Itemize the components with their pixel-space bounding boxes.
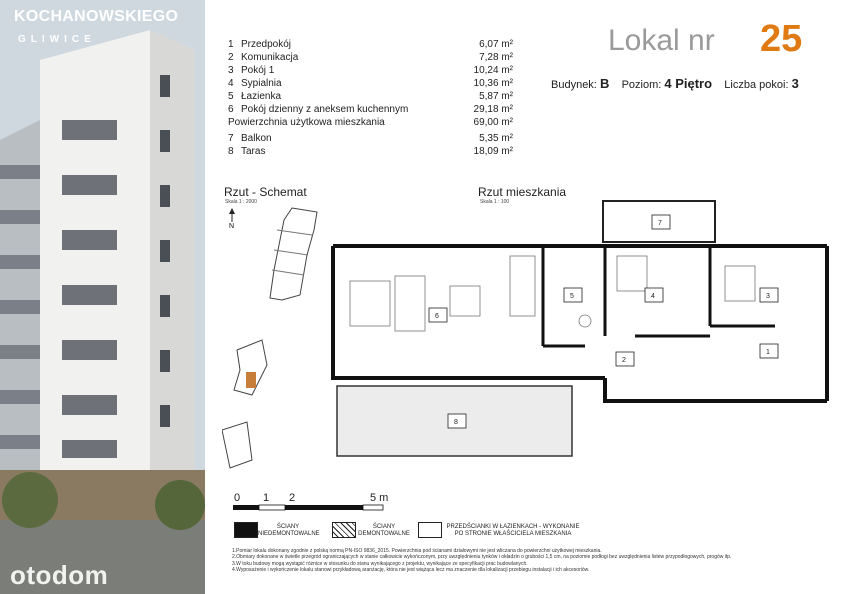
room-tag: 3: [766, 293, 770, 300]
room-area: 5,87 m²: [479, 91, 513, 102]
room-row: [228, 145, 513, 158]
rooms-count-value: 3: [791, 76, 799, 91]
plan-heading: Rzut mieszkania: [478, 185, 567, 199]
room-area: 5,35 m²: [479, 133, 513, 144]
room-label: Taras: [241, 146, 266, 157]
room-number: 4: [228, 78, 234, 89]
room-tag: 6: [435, 313, 439, 320]
room-number: 2: [228, 52, 234, 63]
room-label: Balkon: [241, 133, 272, 144]
room-area: 7,28 m²: [479, 52, 513, 63]
building-photo: [0, 0, 205, 594]
plan-scale: Skala 1 : 100: [480, 199, 510, 205]
room-row: [228, 90, 513, 103]
total-area-label: Powierzchnia użytkowa mieszkania: [228, 117, 385, 128]
room-number: 7: [228, 133, 234, 144]
scale-label: 0: [234, 492, 241, 504]
room-row: [228, 77, 513, 90]
unit-meta: [551, 76, 799, 91]
room-area: 18,09 m²: [473, 146, 513, 157]
room-tag: 7: [658, 220, 662, 227]
room-label: Łazienka: [241, 91, 282, 102]
note: 2.Obmiary dokonane w świetle przegród ograniczających w stanie całkowicie wykończonym, przy uwzględnieniu tynków i okładzin o grubości 1,5 cm, na poziomie podłogi bez uwzględnienia listew przypodłogowych, progów itp.: [232, 554, 732, 561]
watermark-logo: otodom: [10, 560, 109, 590]
room-number: 6: [228, 104, 234, 115]
unit-title: Lokal nr: [608, 24, 715, 57]
room-row: [228, 103, 513, 116]
room-number: 1: [228, 39, 234, 50]
room-row: [228, 51, 513, 64]
room-tag: 2: [622, 357, 626, 364]
note: 4.Wyposażenie i wykończenie lokalu stanowi przykładową aranżację, która nie jest wiążąca lecz ma znaczenie dla lokalizacji przebiegu instalacji i ich akcesoriów.: [232, 566, 590, 573]
room-area: 6,07 m²: [479, 39, 513, 50]
room-label: Pokój 1: [241, 65, 275, 76]
note: 1.Pomiar lokalu dokonany zgodnie z polską normą PN-ISO 9836_2015. Powierzchnia pod ścianami działowymi nie jest wliczana do powierzchni użytkowej mieszkania.: [232, 548, 602, 554]
rooms-count-label: Liczba pokoi:: [724, 79, 789, 91]
room-label: Sypialnia: [241, 78, 282, 89]
scale-label: 5 m: [370, 492, 389, 504]
room-list: [228, 38, 513, 158]
room-label: Komunikacja: [241, 52, 299, 63]
legend-swatch-empty: [418, 522, 442, 538]
room-label: Przedpokój: [241, 39, 292, 50]
north-label: N: [229, 223, 235, 230]
room-area: 29,18 m²: [473, 104, 513, 115]
total-area-row: [228, 116, 513, 129]
room-label: Pokój dzienny z aneksem kuchennym: [241, 104, 409, 115]
room-row: [228, 64, 513, 77]
room-row: [228, 132, 513, 145]
brand-name: KOCHANOWSKIEGO: [14, 8, 179, 25]
room-tag: 4: [651, 293, 655, 300]
scale-bar: [233, 504, 403, 512]
floor-plan: [325, 196, 835, 466]
schema-scale: Skala 1 : 2000: [225, 199, 257, 205]
legend-label: ŚCIANY NIEDEMONTOWALNE: [258, 524, 320, 537]
building-value: B: [599, 76, 610, 91]
room-number: 5: [228, 91, 234, 102]
schema-heading: Rzut - Schemat: [224, 185, 307, 199]
legend-swatch-solid: [234, 522, 258, 538]
legend-swatch-hatched: [332, 522, 356, 538]
level-label: Poziom:: [621, 79, 662, 91]
room-area: 10,24 m²: [473, 65, 513, 76]
room-tag: 8: [454, 419, 458, 426]
scale-label: 2: [289, 492, 296, 504]
note: 3.W toku budowy mogą wystąpić różnice w stosunku do stanu wynikającego z projektu, wynikające ze specyfikacji prac budowlanych.: [232, 560, 528, 567]
room-tag: 5: [570, 293, 574, 300]
room-area: 10,36 m²: [473, 78, 513, 89]
room-tag: 1: [766, 349, 770, 356]
building-label: Budynek:: [551, 79, 597, 91]
room-number: 8: [228, 146, 234, 157]
legend-label: ŚCIANY DEMONTOWALNE: [358, 524, 410, 537]
room-number: 3: [228, 65, 234, 76]
unit-number: 25: [760, 18, 803, 60]
legend-label: PRZEDŚCIANKI W ŁAZIENKACH - WYKONANIE PO STRONIE WŁAŚCICIELA MIESZKANIA: [446, 524, 580, 537]
total-area-value: 69,00 m²: [473, 117, 513, 128]
room-row: [228, 38, 513, 51]
brand-city: GLIWICE: [18, 34, 96, 45]
north-arrow-icon: [229, 208, 235, 230]
site-schema: [222, 200, 332, 475]
building-illustration: [0, 0, 205, 594]
scale-label: 1: [263, 492, 270, 504]
level-value: 4 Piętro: [664, 76, 713, 91]
notes: [232, 548, 792, 573]
